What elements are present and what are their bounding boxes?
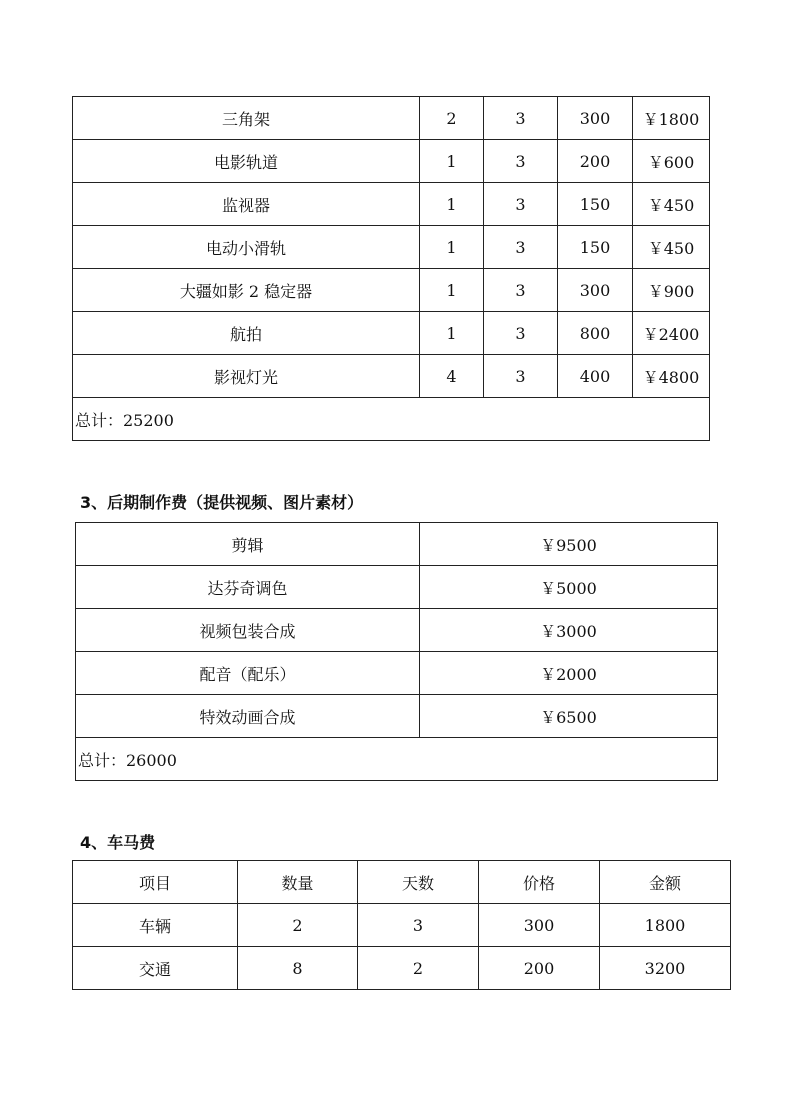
price-cell: 150: [558, 183, 633, 226]
amount-cell: 1800: [600, 904, 731, 947]
qty-cell: 1: [420, 312, 484, 355]
item-cell: 交通: [73, 947, 238, 990]
item-cell: 车辆: [73, 904, 238, 947]
days-cell: 3: [484, 140, 558, 183]
amount-cell: ￥4800: [633, 355, 710, 398]
qty-cell: 1: [420, 140, 484, 183]
table-row: [73, 904, 731, 947]
qty-cell: 1: [420, 226, 484, 269]
amount-cell: ￥3000: [420, 609, 718, 652]
days-cell: 3: [484, 183, 558, 226]
table-row: [76, 695, 718, 738]
table-row: [76, 566, 718, 609]
amount-cell: ￥600: [633, 140, 710, 183]
table-row: [73, 140, 710, 183]
item-cell: 影视灯光: [73, 355, 420, 398]
table-row: [73, 97, 710, 140]
price-cell: 150: [558, 226, 633, 269]
table-row: [76, 609, 718, 652]
amount-cell: ￥900: [633, 269, 710, 312]
days-cell: 3: [358, 904, 479, 947]
item-cell: 特效动画合成: [76, 695, 420, 738]
price-cell: 300: [479, 904, 600, 947]
total-row: [73, 398, 710, 441]
table-row: [73, 226, 710, 269]
qty-cell: 4: [420, 355, 484, 398]
qty-cell: 8: [238, 947, 358, 990]
total-row: [76, 738, 718, 781]
amount-cell: ￥2000: [420, 652, 718, 695]
column-header: 天数: [358, 861, 479, 904]
days-cell: 3: [484, 269, 558, 312]
total-cell: 总计：26000: [76, 738, 718, 781]
item-cell: 大疆如影 2 稳定器: [73, 269, 420, 312]
amount-cell: ￥450: [633, 226, 710, 269]
days-cell: 3: [484, 312, 558, 355]
amount-cell: ￥5000: [420, 566, 718, 609]
table-row: [73, 269, 710, 312]
equipment-table: [72, 96, 710, 441]
amount-cell: ￥6500: [420, 695, 718, 738]
qty-cell: 1: [420, 183, 484, 226]
item-cell: 监视器: [73, 183, 420, 226]
price-cell: 200: [479, 947, 600, 990]
item-cell: 达芬奇调色: [76, 566, 420, 609]
transport-table: [72, 860, 731, 990]
header-row: [73, 861, 731, 904]
amount-cell: 3200: [600, 947, 731, 990]
column-header: 数量: [238, 861, 358, 904]
item-cell: 航拍: [73, 312, 420, 355]
qty-cell: 2: [420, 97, 484, 140]
amount-cell: ￥2400: [633, 312, 710, 355]
table-row: [73, 947, 731, 990]
column-header: 金额: [600, 861, 731, 904]
item-cell: 配音（配乐）: [76, 652, 420, 695]
item-cell: 电动小滑轨: [73, 226, 420, 269]
table-row: [76, 523, 718, 566]
item-cell: 剪辑: [76, 523, 420, 566]
item-cell: 电影轨道: [73, 140, 420, 183]
qty-cell: 2: [238, 904, 358, 947]
days-cell: 2: [358, 947, 479, 990]
item-cell: 三角架: [73, 97, 420, 140]
qty-cell: 1: [420, 269, 484, 312]
section-heading-transport: 4、车马费: [80, 833, 156, 852]
days-cell: 3: [484, 355, 558, 398]
table-row: [76, 652, 718, 695]
price-cell: 300: [558, 269, 633, 312]
price-cell: 300: [558, 97, 633, 140]
item-cell: 视频包装合成: [76, 609, 420, 652]
days-cell: 3: [484, 226, 558, 269]
days-cell: 3: [484, 97, 558, 140]
price-cell: 800: [558, 312, 633, 355]
table-row: [73, 183, 710, 226]
price-cell: 200: [558, 140, 633, 183]
price-cell: 400: [558, 355, 633, 398]
table-row: [73, 312, 710, 355]
column-header: 项目: [73, 861, 238, 904]
amount-cell: ￥450: [633, 183, 710, 226]
total-cell: 总计：25200: [73, 398, 710, 441]
section-heading-post-production: 3、后期制作费（提供视频、图片素材）: [80, 493, 364, 512]
post-production-table: [75, 522, 718, 781]
amount-cell: ￥9500: [420, 523, 718, 566]
column-header: 价格: [479, 861, 600, 904]
table-row: [73, 355, 710, 398]
amount-cell: ￥1800: [633, 97, 710, 140]
